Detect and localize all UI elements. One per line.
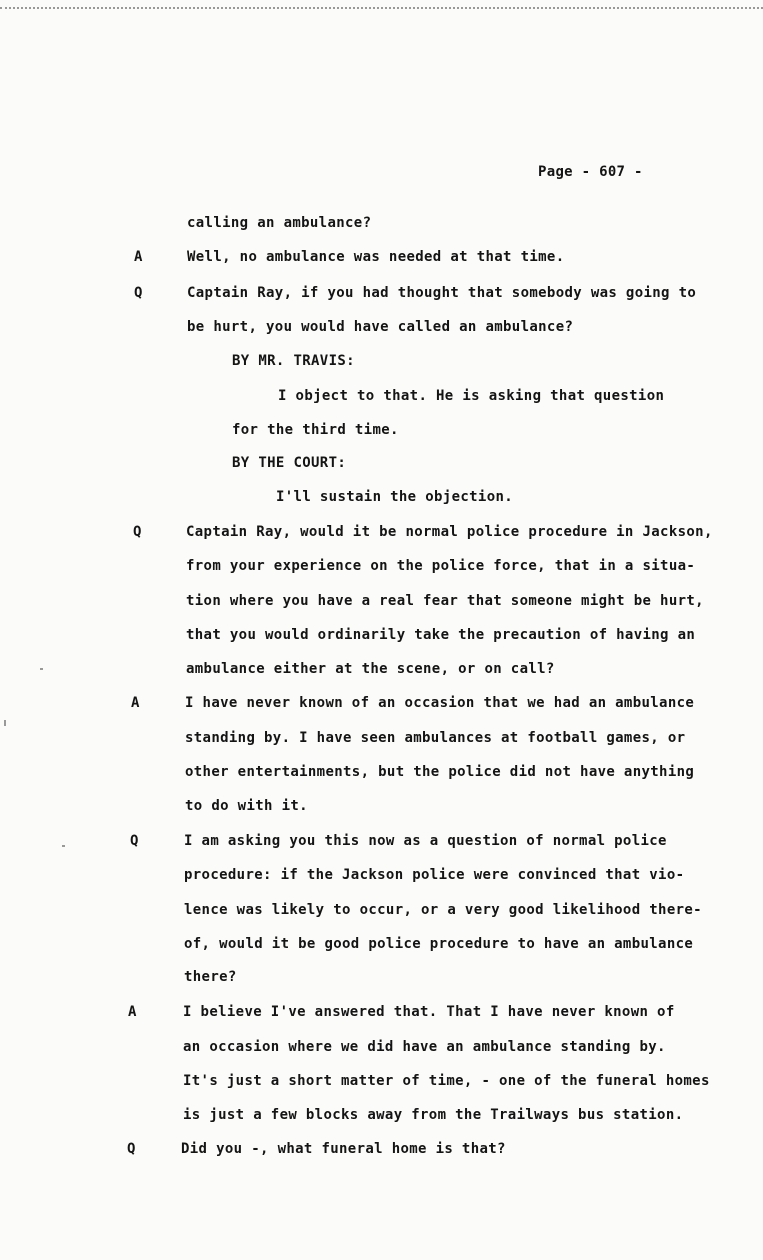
scan-speck	[4, 720, 6, 726]
transcript-line: is just a few blocks away from the Trailways bus station.	[183, 1107, 684, 1123]
transcript-line: lence was likely to occur, or a very good likelihood there-	[184, 902, 702, 918]
speaker-heading: BY MR. TRAVIS:	[232, 353, 355, 369]
transcript-line: I object to that. He is asking that question	[278, 388, 665, 404]
transcript-line: calling an ambulance?	[187, 215, 372, 231]
transcript-line: that you would ordinarily take the precaution of having an	[186, 627, 696, 643]
transcript-line: to do with it.	[185, 798, 308, 814]
transcript-line: Did you -, what funeral home is that?	[181, 1141, 506, 1157]
transcript-line: for the third time.	[232, 422, 399, 438]
transcript-line: of, would it be good police procedure to have an ambulance	[184, 936, 694, 952]
speaker-marker: A	[128, 1004, 137, 1020]
transcript-line: tion where you have a real fear that someone might be hurt,	[186, 593, 704, 609]
transcript-line: procedure: if the Jackson police were convinced that vio-	[184, 867, 685, 883]
transcript-line: I am asking you this now as a question of normal police	[184, 833, 667, 849]
transcript-line: I have never known of an occasion that we had an ambulance	[185, 695, 695, 711]
transcript-line: be hurt, you would have called an ambulance?	[187, 319, 574, 335]
speaker-marker: Q	[134, 285, 143, 301]
transcript-line: from your experience on the police force, that in a situa-	[186, 558, 696, 574]
speaker-marker: Q	[130, 833, 139, 849]
speaker-marker: Q	[127, 1141, 136, 1157]
transcript-line: Captain Ray, if you had thought that somebody was going to	[187, 285, 697, 301]
transcript-line: Well, no ambulance was needed at that time.	[187, 249, 565, 265]
page-top-edge	[0, 0, 763, 9]
transcript-line: I believe I've answered that. That I have never known of	[183, 1004, 675, 1020]
scan-speck	[40, 668, 43, 670]
speaker-marker: Q	[133, 524, 142, 540]
speaker-heading: BY THE COURT:	[232, 455, 347, 471]
transcript-line: ambulance either at the scene, or on call?	[186, 661, 555, 677]
transcript-line: Captain Ray, would it be normal police procedure in Jackson,	[186, 524, 713, 540]
scan-speck	[62, 845, 65, 847]
transcript-line: other entertainments, but the police did not have anything	[185, 764, 695, 780]
speaker-marker: A	[131, 695, 140, 711]
speaker-marker: A	[134, 249, 143, 265]
transcript-line: an occasion where we did have an ambulance standing by.	[183, 1039, 666, 1055]
transcript-line: there?	[184, 969, 237, 985]
transcript-line: It's just a short matter of time, - one of the funeral homes	[183, 1073, 710, 1089]
page-number: Page - 607 -	[538, 164, 643, 180]
transcript-line: I'll sustain the objection.	[276, 489, 514, 505]
transcript-line: standing by. I have seen ambulances at football games, or	[185, 730, 686, 746]
